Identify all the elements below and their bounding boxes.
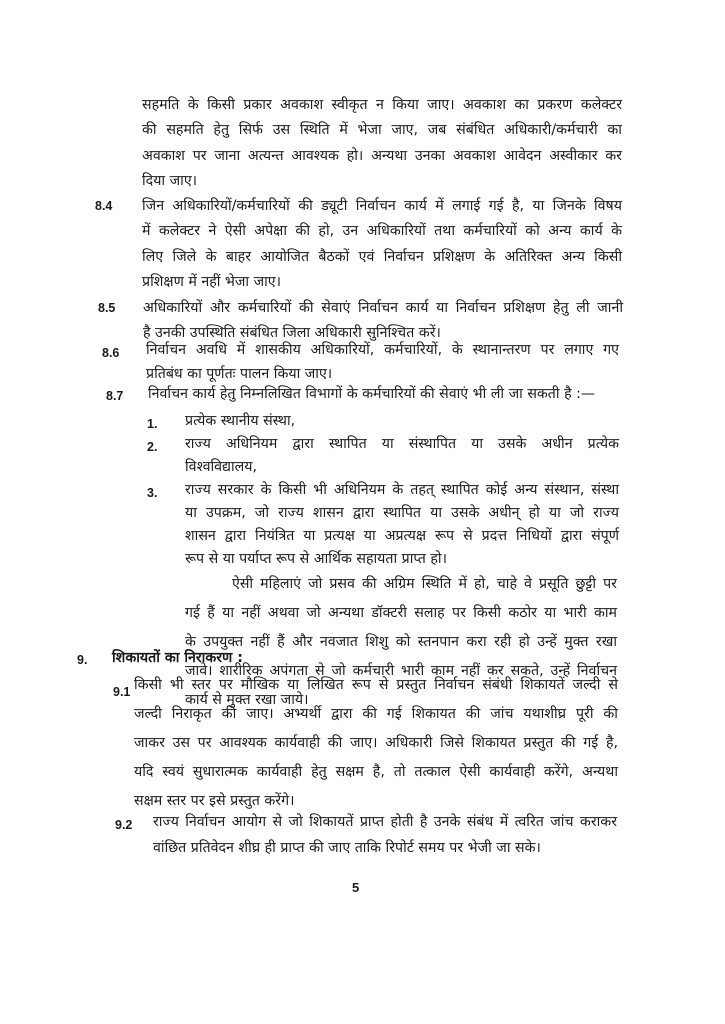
text-line: यदि स्वयं सुधारात्मक कार्यवाही हेतु सक्षम है, तो तत्काल ऐसी कार्यवाही करेंगे, अन्यथा [134, 764, 618, 780]
clause-number: 8.5 [98, 301, 116, 315]
text-line: है उनकी उपस्थिति संबंधित जिला अधिकारी सुनिश्चित करें। [143, 325, 441, 341]
section-heading: शिकायतों का निराकरण : [112, 650, 243, 666]
text-line: ऐसी महिलाएं जो प्रसव की अग्रिम स्थिति में हो, चाहे वे प्रसूति छुट्टी पर [232, 576, 617, 592]
item-number: 1. [147, 417, 158, 431]
clause-number: 8.6 [102, 346, 120, 360]
text-line: वांछित प्रतिवेदन शीघ्र ही प्राप्त की जाए ताकि रिपोर्ट समय पर भेजी जा सके। [153, 840, 541, 856]
text-line: विश्वविद्यालय, [185, 459, 258, 475]
text-line: कार्य से मुक्त रखा जाये। [185, 692, 309, 708]
text-line: राज्य निर्वाचन आयोग से जो शिकायतें प्राप्त होती है उनके संबंध में त्वरित जांच कराकर [153, 814, 617, 830]
text-line: अवकाश पर जाना अत्यन्त आवश्यक हो। अन्यथा उनका अवकाश आवेदन अस्वीकार कर [142, 148, 622, 164]
text-line: के उपयुक्त नहीं हैं और नवजात शिशु को स्तनपान करा रही हो उन्हें मुक्त रखा [185, 634, 617, 650]
text-line: जावे। शारीरिक अपंगता से जो कर्मचारी भारी काम नहीं कर सकते, उन्हें निर्वाचन [185, 663, 617, 679]
text-line: दिया जाए। [142, 173, 198, 189]
text-line: राज्य सरकार के किसी भी अधिनियम के तहत् स्थापित कोई अन्य संस्थान, संस्था [185, 482, 619, 498]
text-line: जल्दी निराकृत की जाए। अभ्यर्थी द्वारा की गई शिकायत की जांच यथाशीघ्र पूरी की [134, 706, 618, 722]
section-number: 9. [77, 653, 88, 667]
text-line: गई हैं या नहीं अथवा जो अन्यथा डॉक्टरी सलाह पर किसी कठोर या भारी काम [185, 605, 617, 621]
item-number: 2. [147, 440, 158, 454]
text-line: जिन अधिकारियों/कर्मचारियों की ड्यूटी निर्वाचन कार्य में लगाई गई है, या जिनके विषय [142, 198, 622, 214]
text-line: सहमति के किसी प्रकार अवकाश स्वीकृत न किया जाए। अवकाश का प्रकरण कलेक्टर [142, 97, 622, 113]
text-line: निर्वाचन अवधि में शासकीय अधिकारियों, कर्मचारियों, के स्थानान्तरण पर लगाए गए [146, 342, 619, 358]
text-line: सक्षम स्तर पर इसे प्रस्तुत करेंगे। [134, 793, 295, 809]
clause-number: 8.4 [95, 199, 113, 213]
item-number: 3. [147, 486, 158, 500]
clause-number: 8.7 [106, 389, 124, 403]
text-line: या उपक्रम, जो राज्य शासन द्वारा स्थापित या उसके अधीन् हो या जो राज्य [185, 505, 619, 521]
text-line: राज्य अधिनियम द्वारा स्थापित या संस्थापित या उसके अधीन प्रत्येक [185, 436, 619, 452]
text-line: रूप से या पर्याप्त रूप से आर्थिक सहायता प्राप्त हो। [185, 551, 447, 567]
text-line: लिए जिले के बाहर आयोजित बैठकों एवं निर्वाचन प्रशिक्षण के अतिरिक्त अन्य किसी [142, 249, 622, 265]
text-line: प्रशिक्षण में नहीं भेजा जाए। [142, 274, 282, 290]
text-line: प्रत्येक स्थानीय संस्था, [185, 413, 296, 429]
text-line: निर्वाचन कार्य हेतु निम्नलिखित विभागों के कर्मचारियों की सेवाएं भी ली जा सकती है :— [148, 386, 596, 402]
clause-number: 9.1 [113, 685, 131, 699]
text-line: अधिकारियों और कर्मचारियों की सेवाएं निर्वाचन कार्य या निर्वाचन प्रशिक्षण हेतु ली जानी [143, 300, 623, 316]
text-line: प्रतिबंध का पूर्णतः पालन किया जाए। [146, 366, 333, 382]
text-line: शासन द्वारा नियंत्रित या प्रत्यक्ष या अप्रत्यक्ष रूप से प्रदत्त निधियों द्वारा संपूर्ण [185, 528, 619, 544]
page-number: 5 [352, 880, 360, 895]
clause-number: 9.2 [115, 818, 133, 832]
text-line: में कलेक्टर ने ऐसी अपेक्षा की हो, उन अधिकारियों तथा कर्मचारियों को अन्य कार्य के [142, 223, 622, 239]
text-line: किसी भी स्तर पर मौखिक या लिखित रूप से प्रस्तुत निर्वाचन संबंधी शिकायतें जल्दी से [134, 677, 618, 693]
text-line: जाकर उस पर आवश्यक कार्यवाही की जाए। अधिकारी जिसे शिकायत प्रस्तुत की गई है, [134, 735, 618, 751]
text-line: की सहमति हेतु सिर्फ उस स्थिति में भेजा जाए, जब संबंधित अधिकारी/कर्मचारी का [142, 122, 622, 138]
